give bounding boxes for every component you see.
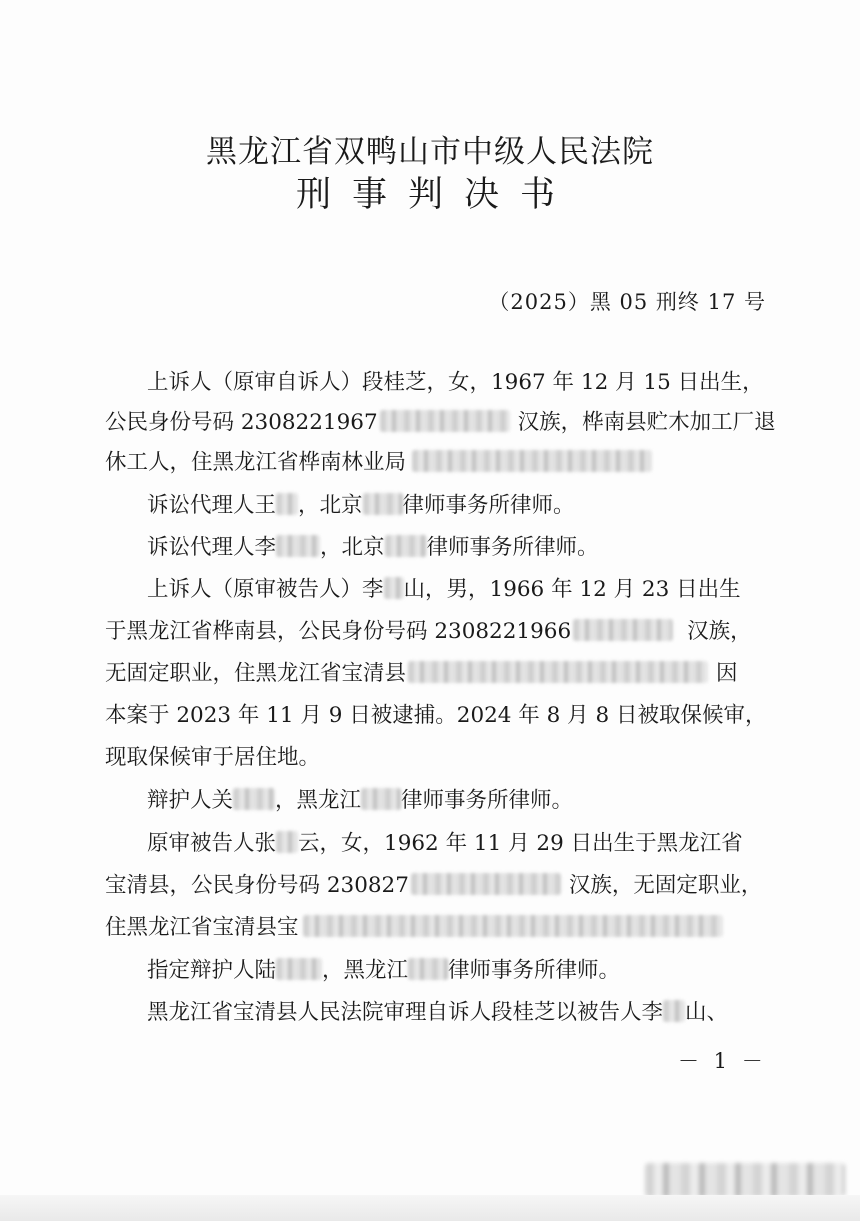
court-name: 黑龙江省双鸭山市中级人民法院 [206,134,654,170]
text-run: 律师事务所律师。 [448,958,621,983]
paragraph-line [147,532,599,564]
redaction-blur [361,788,401,810]
paragraph-line [147,367,764,399]
text-run: 云，女，1962 年 11 月 29 日出生于黑龙江省 [298,831,743,856]
text-run: 原审被告人张 [147,831,277,856]
text-run: 现取保候审于居住地。 [105,745,321,770]
text-run: ，黑龙江 [322,958,409,983]
redaction-blur [411,873,561,895]
paragraph-line [105,870,762,902]
text-run: 汉族，无固定职业， [568,873,763,898]
paragraph-line [105,616,752,648]
paragraph-line [147,490,575,522]
paragraph-line [147,955,620,987]
document-type-title: 刑事判决书 [295,175,576,215]
paragraph-line [147,785,573,817]
redaction-blur [573,619,673,641]
text-run: 于黑龙江省桦南县，公民身份号码 2308221966 [105,619,572,644]
paragraph-line [147,997,728,1029]
redaction-blur [276,535,320,557]
text-run: 上诉人（原审被告人）李 [147,577,384,602]
redaction-blur [233,788,275,810]
redaction-blur [384,577,404,599]
text-run: 律师事务所律师。 [426,535,599,560]
paragraph-line [105,742,320,774]
watermark-blur [645,1163,845,1197]
redaction-blur [276,493,298,515]
redaction-blur [276,831,298,853]
text-run: 公民身份号码 2308221967 [105,410,378,435]
paragraph-line [105,447,652,479]
case-number: （2025）黑 05 刑终 17 号 [488,290,766,314]
text-run: 指定辩护人陆 [147,958,277,983]
text-run: 无固定职业，住黑龙江省宝清县 [105,661,407,686]
text-run: 黑龙江省宝清县人民法院审理自诉人段桂芝以被告人李 [147,1000,664,1025]
redaction-blur [408,661,708,683]
text-run: 上诉人（原审自诉人）段桂芝，女，1967 年 12 月 15 日出生， [147,370,764,395]
redaction-blur [380,410,510,432]
paragraph-line [147,574,741,606]
redaction-blur [385,535,427,557]
text-run: 律师事务所律师。 [402,493,575,518]
text-run: 山，男，1966 年 12 月 23 日出生 [403,577,741,602]
text-run: 诉讼代理人王 [147,493,277,518]
text-run: 山、 [685,1000,729,1025]
text-run: ，北京 [298,493,363,518]
text-run: 本案于 2023 年 11 月 9 日被逮捕。2024 年 8 月 8 日被取保候审， [105,703,767,728]
paragraph-line [105,912,723,944]
text-run: 休工人，住黑龙江省桦南林业局 [105,450,407,475]
text-run: 因 [716,661,738,686]
text-run: ，北京 [320,535,385,560]
text-run: 律师事务所律师。 [401,788,574,813]
text-run: 宝清县，公民身份号码 230827 [105,873,409,898]
text-run: 辩护人关 [147,788,234,813]
paragraph-line [147,828,743,860]
page-number: － 1 － [678,1049,767,1073]
page-bottom-edge [0,1195,860,1221]
redaction-blur [363,493,403,515]
redaction-blur [303,915,723,937]
text-run: 汉族， [687,619,752,644]
redaction-blur [276,958,322,980]
paragraph-line [105,700,767,732]
redaction-blur [412,450,652,472]
redaction-blur [408,958,448,980]
paragraph-line [105,658,738,690]
paragraph-line [105,407,776,439]
text-run: 汉族，桦南县贮木加工厂退 [517,410,776,435]
text-run: 住黑龙江省宝清县宝 [105,915,299,940]
redaction-blur [663,1000,685,1022]
text-run: 诉讼代理人李 [147,535,277,560]
text-run: ，黑龙江 [275,788,362,813]
